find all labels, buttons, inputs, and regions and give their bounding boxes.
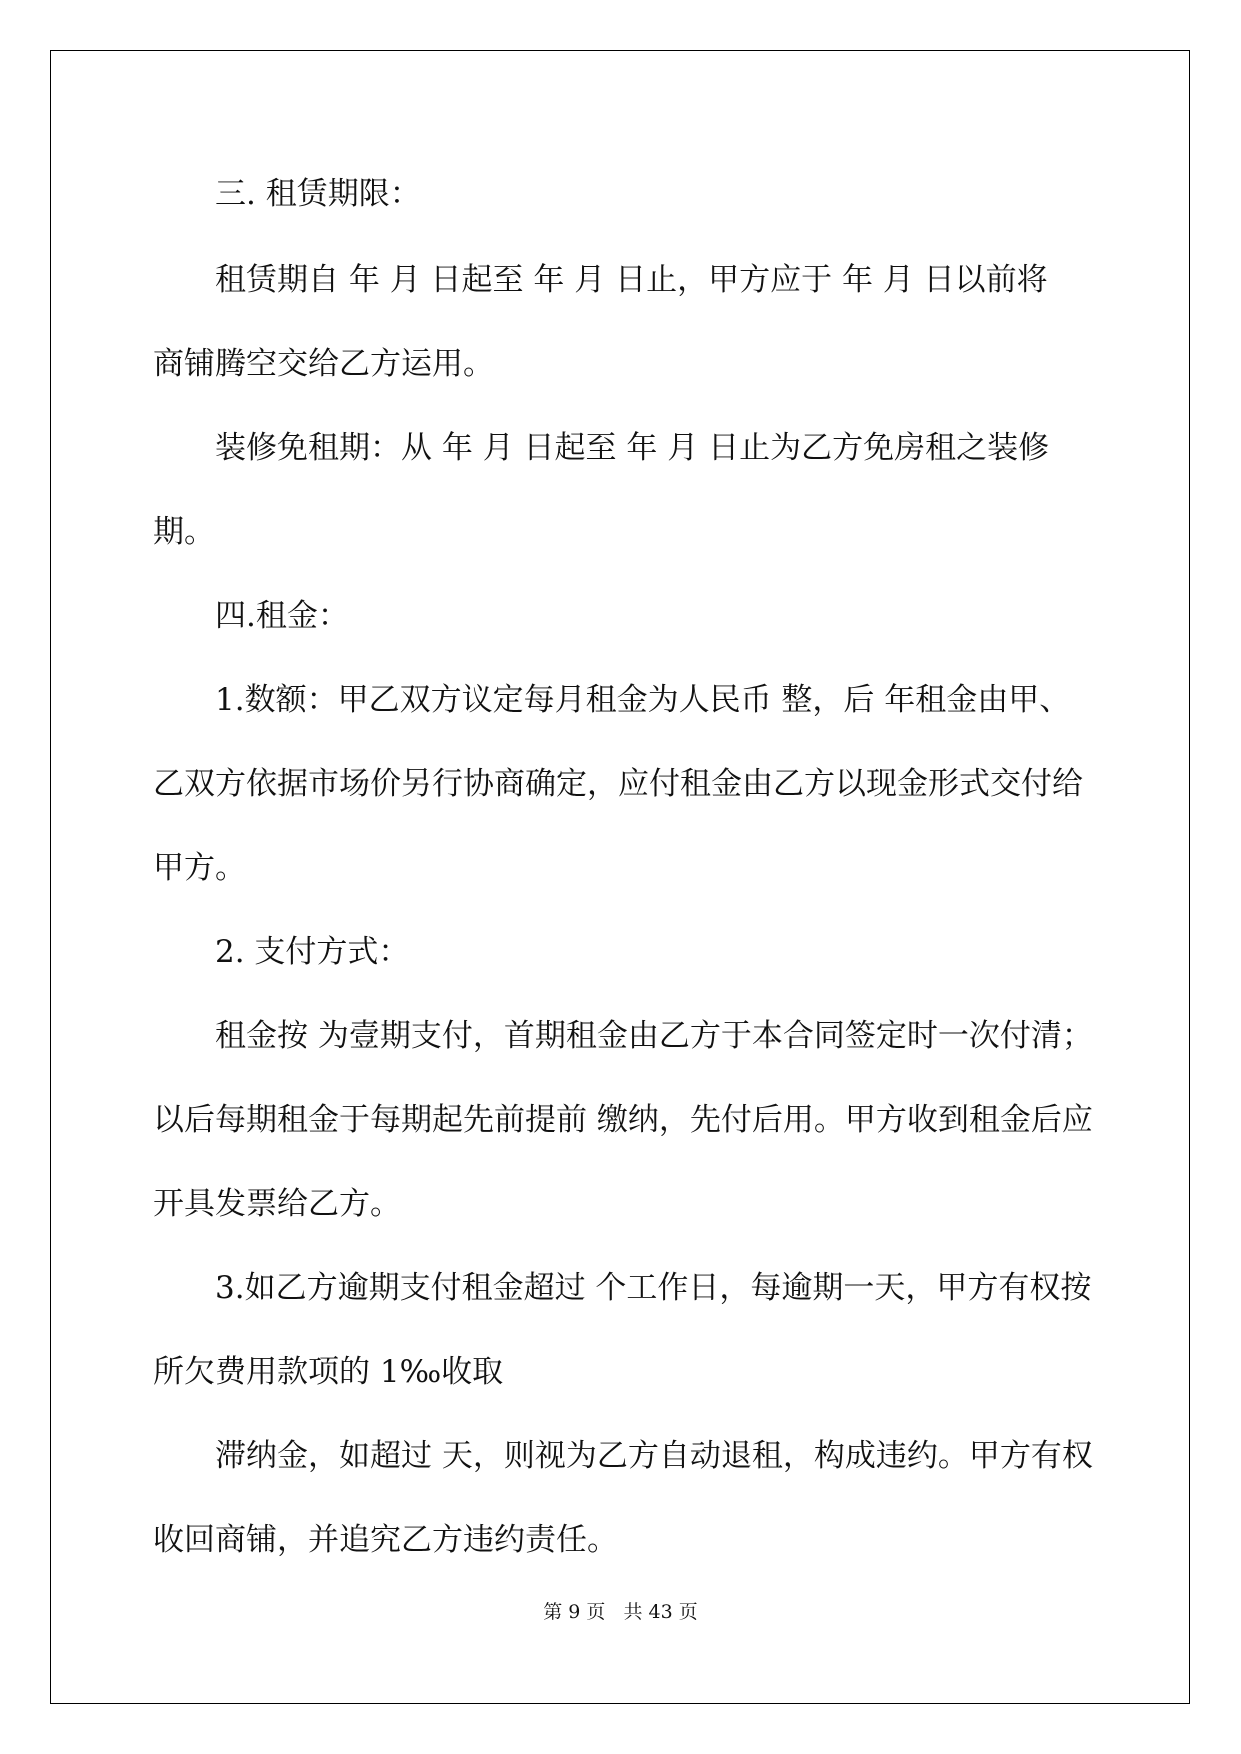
section-heading-rent: 四.租金： bbox=[215, 598, 349, 634]
paragraph-line: 期。 bbox=[153, 514, 215, 550]
paragraph-line: 甲方。 bbox=[153, 850, 246, 886]
paragraph-line: 开具发票给乙方。 bbox=[153, 1186, 401, 1222]
paragraph-line: 滞纳金，如超过 天，则视为乙方自动退租，构成违约。甲方有权 bbox=[215, 1438, 1093, 1474]
paragraph-line: 装修免租期：从 年 月 日起至 年 月 日止为乙方免房租之装修 bbox=[215, 430, 1050, 466]
paragraph-line: 收回商铺，并追究乙方违约责任。 bbox=[153, 1522, 618, 1558]
paragraph-line: 所欠费用款项的 1‰收取 bbox=[153, 1354, 504, 1390]
paragraph-line: 3.如乙方逾期支付租金超过 个工作日，每逾期一天，甲方有权按 bbox=[215, 1270, 1092, 1306]
subsection-heading-payment: 2. 支付方式： bbox=[215, 934, 410, 970]
paragraph-line: 租金按 为壹期支付，首期租金由乙方于本合同签定时一次付清； bbox=[215, 1018, 1093, 1054]
paragraph-line: 1.数额：甲乙双方议定每月租金为人民币 整，后 年租金由甲、 bbox=[215, 682, 1071, 718]
paragraph-line: 乙双方依据市场价另行协商确定，应付租金由乙方以现金形式交付给 bbox=[153, 766, 1083, 802]
paragraph-line: 租赁期自 年 月 日起至 年 月 日止，甲方应于 年 月 日以前将 bbox=[215, 262, 1048, 298]
paragraph-line: 商铺腾空交给乙方运用。 bbox=[153, 346, 494, 382]
section-heading-lease-term: 三. 租赁期限： bbox=[215, 176, 421, 212]
page-number-footer: 第 9 页 共 43 页 bbox=[543, 1601, 698, 1623]
paragraph-line: 以后每期租金于每期起先前提前 缴纳，先付后用。甲方收到租金后应 bbox=[153, 1102, 1093, 1138]
